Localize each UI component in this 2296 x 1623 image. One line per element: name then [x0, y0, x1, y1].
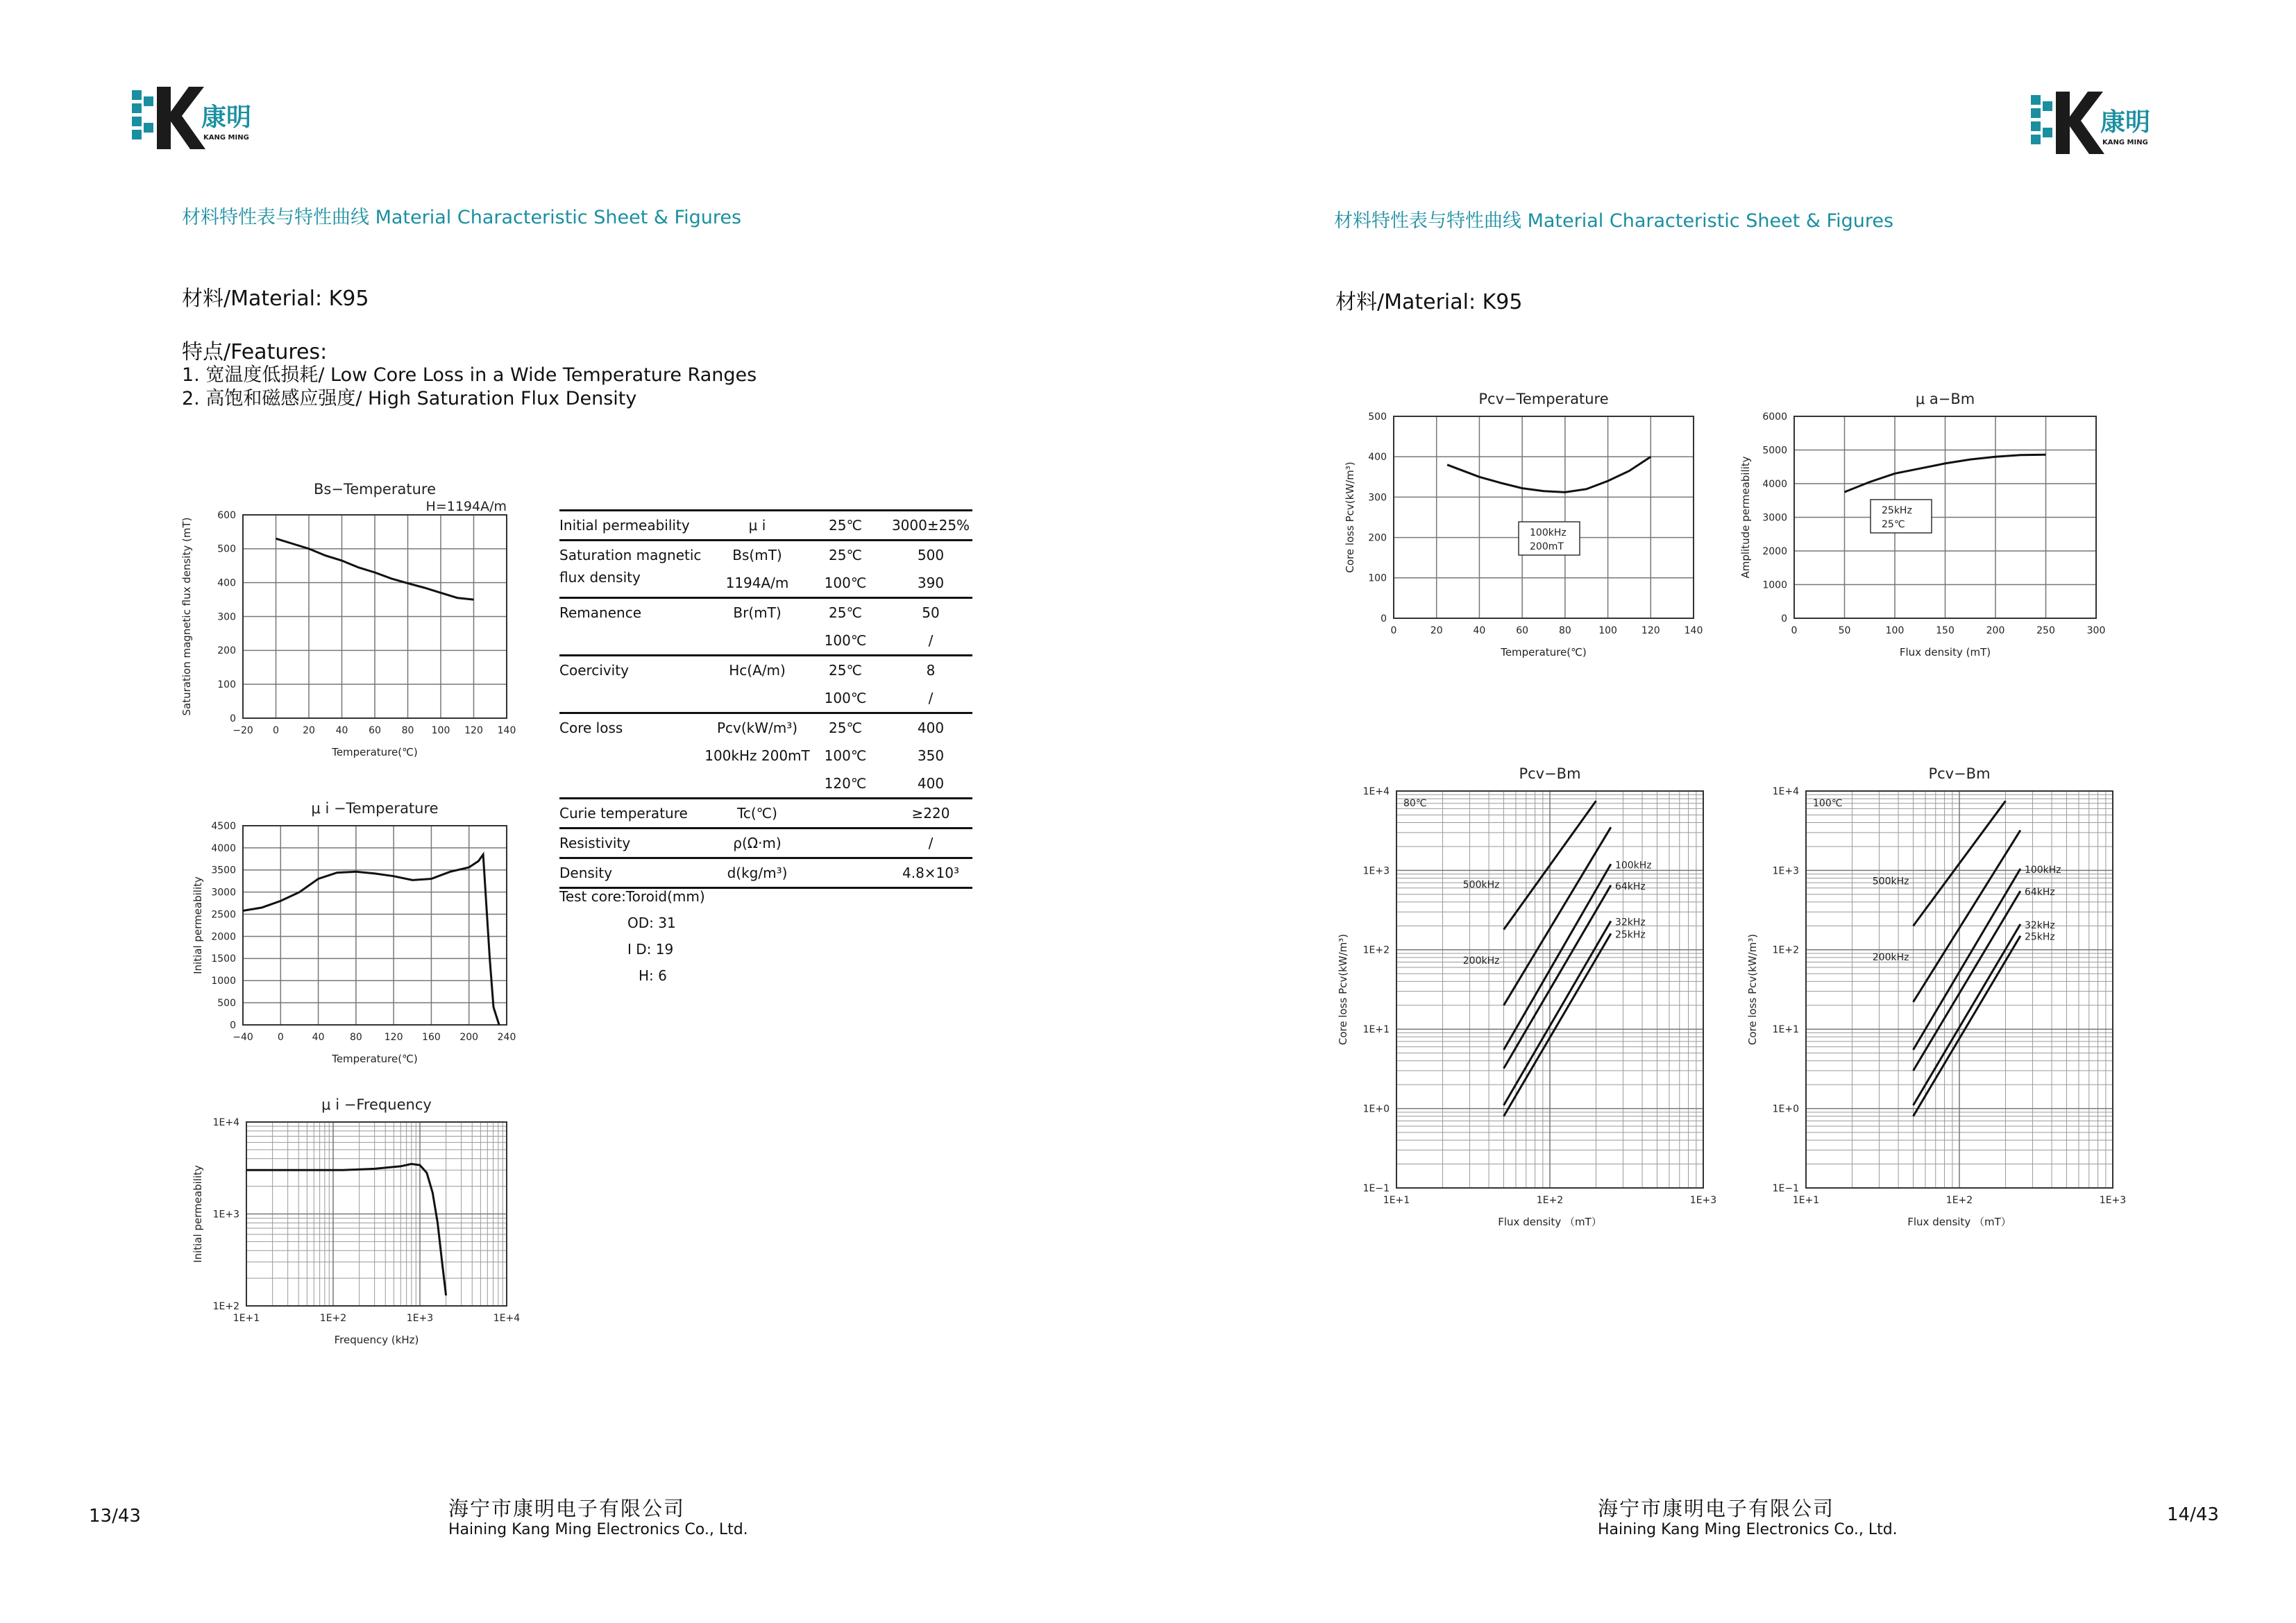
y-tick-label: 100	[1368, 572, 1387, 584]
x-tick-label: 1E+1	[1383, 1195, 1410, 1206]
chart-pcv-bm-80c	[1333, 748, 1728, 1248]
y-tick-label: 200	[1368, 532, 1387, 544]
test-core-id: I D: 19	[627, 941, 674, 958]
series-line	[243, 855, 499, 1026]
table-cell-symbol: Bs(mT)	[732, 547, 782, 563]
table-cell-parameter: flux density	[559, 569, 641, 586]
feature-item: 1. 宽温度低损耗/ Low Core Loss in a Wide Temperature Ranges	[182, 364, 757, 386]
table-cell-value: ≥220	[911, 805, 950, 822]
table-cell-value: 50	[922, 604, 940, 621]
table-cell-condition: 100℃	[824, 632, 867, 649]
table-cell-parameter: Density	[559, 865, 613, 881]
table-cell-parameter: Curie temperature	[559, 805, 688, 822]
chart-title: μ i −Temperature	[311, 800, 439, 817]
y-tick-label: 400	[217, 577, 236, 589]
table-cell-value: 400	[917, 775, 945, 792]
table-cell-parameter: Saturation magnetic	[559, 547, 702, 563]
x-tick-label: 20	[1430, 625, 1443, 636]
series-line	[1914, 936, 2020, 1116]
chart-title: Bs−Temperature	[314, 481, 436, 498]
chart-title: Pcv−Bm	[1928, 765, 1991, 782]
series-label: 32kHz	[1614, 917, 1646, 928]
y-tick-label: 3000	[211, 887, 236, 899]
table-cell-condition: 100℃	[824, 747, 867, 764]
plot-frame	[243, 826, 507, 1025]
y-tick-label: 1E−1	[1362, 1182, 1390, 1194]
x-tick-label: 100	[1885, 625, 1905, 636]
table-row	[559, 797, 972, 827]
plot-area	[1773, 786, 2127, 1206]
table-cell-parameter: Coercivity	[559, 662, 629, 679]
y-tick-label: 1E+2	[1772, 944, 1799, 956]
x-tick-label: 1E+1	[233, 1313, 260, 1324]
y-tick-label: 4000	[1762, 478, 1787, 490]
series-label: 500kHz	[1872, 876, 1909, 887]
x-tick-label: 200	[459, 1032, 479, 1043]
y-tick-label: 0	[230, 1019, 236, 1031]
x-tick-label: 1E+2	[1945, 1195, 1973, 1206]
table-cell-value: 500	[917, 547, 945, 563]
x-tick-label: 1E+2	[319, 1313, 347, 1324]
chart-mua-bm	[1728, 371, 2117, 670]
table-row	[559, 827, 972, 857]
x-axis-label: Temperature(℃)	[332, 1053, 418, 1065]
y-tick-label: 1E+2	[212, 1300, 239, 1312]
table-row	[559, 597, 972, 654]
table-cell-value: 3000±25%	[891, 517, 970, 534]
plot-area	[1363, 786, 1717, 1206]
x-axis-label: Frequency (kHz)	[334, 1334, 419, 1346]
table-cell-parameter: Remanence	[559, 604, 641, 621]
chart-mui-temperature	[174, 784, 527, 1082]
y-tick-label: 2000	[1762, 545, 1787, 557]
x-tick-label: 1E+1	[1792, 1195, 1820, 1206]
x-tick-label: 120	[464, 725, 483, 736]
x-tick-label: 40	[335, 725, 348, 736]
series-label: 100kHz	[2024, 864, 2061, 876]
x-tick-label: 200	[1986, 625, 2005, 636]
x-tick-label: 1E+3	[1689, 1195, 1717, 1206]
y-tick-label: 0	[1781, 613, 1787, 624]
features-heading: 特点/Features:	[182, 340, 328, 364]
series-line	[1914, 869, 2020, 1050]
chart-bs-temperature	[174, 472, 527, 763]
y-tick-label: 200	[217, 645, 236, 657]
series-label: 200kHz	[1872, 952, 1909, 964]
y-tick-label: 1E+4	[1772, 785, 1799, 797]
plot-area	[211, 821, 516, 1043]
left-page-number: 13/43	[89, 1506, 141, 1527]
table-cell-condition: 25℃	[829, 604, 862, 621]
series-label: 200kHz	[1462, 955, 1500, 967]
series-label: 500kHz	[1462, 879, 1500, 891]
table-row	[559, 509, 972, 539]
series-label: 64kHz	[2024, 887, 2055, 899]
y-tick-label: 100	[217, 679, 236, 691]
table-row	[559, 857, 972, 889]
x-tick-label: 140	[1684, 625, 1703, 636]
y-tick-label: 300	[217, 611, 236, 623]
y-tick-label: 3000	[1762, 512, 1787, 524]
x-tick-label: 100	[431, 725, 450, 736]
y-tick-label: 5000	[1762, 445, 1787, 457]
y-tick-label: 4000	[211, 842, 236, 854]
left-material-label: 材料/Material: K95	[182, 287, 369, 311]
x-tick-label: 100	[1598, 625, 1617, 636]
y-axis-label: Initial permeability	[192, 1165, 204, 1263]
series-line	[1447, 457, 1651, 492]
table-cell-condition: 120℃	[824, 775, 867, 792]
test-core-od: OD: 31	[627, 915, 676, 931]
chart-title: Pcv−Temperature	[1478, 391, 1609, 407]
chart-pcv-bm-100c	[1742, 748, 2138, 1248]
plot-area	[213, 1117, 521, 1324]
y-tick-label: 2500	[211, 909, 236, 921]
logo-cn-text: 康明	[201, 103, 252, 132]
x-tick-label: 120	[1641, 625, 1660, 636]
table-cell-value: /	[928, 690, 934, 706]
x-tick-label: 300	[2086, 625, 2106, 636]
table-cell-symbol: μ i	[748, 517, 766, 534]
x-axis-label: Flux density （mT）	[1498, 1216, 1602, 1228]
x-tick-label: 80	[1558, 625, 1571, 636]
y-tick-label: 600	[217, 509, 236, 521]
annotation-text: 200mT	[1530, 541, 1564, 552]
annotation-text: 25℃	[1882, 519, 1905, 530]
table-cell-symbol: Tc(℃)	[737, 805, 777, 822]
y-tick-label: 500	[1368, 411, 1387, 423]
table-cell-value: 8	[926, 662, 936, 679]
y-tick-label: 400	[1368, 452, 1387, 464]
logo-en-text: KANG MING	[203, 134, 249, 142]
x-tick-label: 40	[312, 1032, 325, 1043]
y-axis-label: Saturation magnetic flux density (mT)	[180, 517, 193, 716]
x-tick-label: 40	[1473, 625, 1486, 636]
series-line	[1504, 864, 1611, 1050]
y-tick-label: 6000	[1762, 411, 1787, 423]
x-tick-label: 80	[401, 725, 414, 736]
y-axis-label: Initial permeability	[192, 876, 204, 974]
series-line	[1504, 921, 1611, 1105]
series-label: 25kHz	[2024, 931, 2055, 943]
logo-en-text: KANG MING	[2102, 139, 2148, 146]
chart-mui-frequency	[174, 1093, 527, 1357]
y-tick-label: 1E+3	[1772, 865, 1799, 877]
table-cell-value: 350	[917, 747, 945, 764]
right-footer-company-en: Haining Kang Ming Electronics Co., Ltd.	[1598, 1521, 1898, 1538]
x-tick-label: −40	[233, 1032, 253, 1043]
table-cell-condition: 25℃	[829, 547, 862, 563]
x-tick-label: 120	[384, 1032, 403, 1043]
table-cell-symbol: 100kHz 200mT	[704, 747, 810, 764]
table-cell-condition: 25℃	[829, 720, 862, 736]
table-cell-symbol: 1194A/m	[725, 575, 789, 591]
right-footer-company-cn: 海宁市康明电子有限公司	[1598, 1497, 1835, 1520]
plot-frame	[1394, 416, 1694, 618]
plot-area	[217, 510, 516, 736]
y-tick-label: 500	[217, 998, 236, 1010]
x-tick-label: 1E+4	[493, 1313, 521, 1324]
y-axis-label: Core loss Pcv(kW/m³)	[1337, 933, 1349, 1046]
y-tick-label: 3500	[211, 865, 236, 876]
x-tick-label: 80	[349, 1032, 362, 1043]
y-tick-label: 1500	[211, 953, 236, 965]
feature-item: 2. 高饱和磁感应强度/ High Saturation Flux Density	[182, 388, 637, 409]
y-tick-label: 1E+0	[1772, 1103, 1799, 1115]
series-line	[1504, 933, 1611, 1116]
table-cell-value: 400	[917, 720, 945, 736]
table-row	[559, 712, 972, 797]
y-tick-label: 4500	[211, 820, 236, 832]
table-cell-parameter: Initial permeability	[559, 517, 690, 534]
company-logo-right	[2031, 92, 2170, 154]
y-axis-label: Core loss Pcv(kW/m³)	[1344, 461, 1356, 573]
table-cell-symbol: ρ(Ω·m)	[733, 835, 782, 851]
chart-corner-label: 100℃	[1813, 798, 1843, 809]
y-tick-label: 1E+3	[212, 1209, 239, 1221]
table-cell-condition: 100℃	[824, 690, 867, 706]
left-footer-company-cn: 海宁市康明电子有限公司	[448, 1497, 686, 1520]
annotation-text: 100kHz	[1530, 527, 1567, 538]
test-core-label: Test core:Toroid(mm)	[559, 888, 705, 905]
x-tick-label: 150	[1936, 625, 1955, 636]
chart-corner-label: 80℃	[1403, 798, 1427, 809]
x-tick-label: 240	[497, 1032, 516, 1043]
y-tick-label: 0	[230, 713, 236, 724]
table-cell-symbol: Br(mT)	[733, 604, 782, 621]
x-tick-label: −20	[233, 725, 253, 736]
chart-subtitle: H=1194A/m	[425, 499, 507, 514]
x-tick-label: 60	[369, 725, 381, 736]
x-tick-label: 0	[277, 1032, 284, 1043]
y-tick-label: 1E+1	[1362, 1024, 1390, 1036]
right-section-title: 材料特性表与特性曲线 Material Characteristic Sheet & Figures	[1334, 210, 1894, 232]
table-cell-parameter: Core loss	[559, 720, 623, 736]
x-tick-label: 140	[497, 725, 516, 736]
x-axis-label: Flux density (mT)	[1899, 646, 1991, 658]
chart-title: μ i −Frequency	[321, 1096, 432, 1113]
table-cell-symbol: Pcv(kW/m³)	[716, 720, 798, 736]
table-cell-condition: 25℃	[829, 662, 862, 679]
y-tick-label: 1E+0	[1362, 1103, 1390, 1115]
table-cell-value: /	[928, 835, 934, 851]
series-label: 32kHz	[2024, 919, 2055, 931]
y-tick-label: 1E+3	[1362, 865, 1390, 877]
x-tick-label: 1E+3	[2099, 1195, 2127, 1206]
logo-mark	[132, 87, 271, 153]
annotation-text: 25kHz	[1882, 505, 1912, 516]
series-label: 25kHz	[1614, 929, 1646, 941]
logo-mark	[2031, 92, 2170, 158]
y-tick-label: 1E+1	[1772, 1024, 1799, 1036]
table-cell-value: 390	[917, 575, 945, 591]
table-cell-parameter: Resistivity	[559, 835, 631, 851]
x-tick-label: 1E+2	[1536, 1195, 1564, 1206]
table-row	[559, 539, 972, 597]
right-material-label: 材料/Material: K95	[1335, 290, 1523, 314]
series-line	[1914, 924, 2020, 1105]
x-tick-label: 60	[1516, 625, 1529, 636]
y-tick-label: 1E+2	[1362, 944, 1390, 956]
x-tick-label: 160	[422, 1032, 441, 1043]
y-tick-label: 1000	[1762, 579, 1787, 591]
table-row	[559, 654, 972, 712]
x-tick-label: 250	[2036, 625, 2055, 636]
series-label: 64kHz	[1614, 881, 1646, 892]
company-logo	[132, 87, 271, 149]
table-cell-symbol: d(kg/m³)	[727, 865, 788, 881]
x-tick-label: 50	[1838, 625, 1851, 636]
left-section-title: 材料特性表与特性曲线 Material Characteristic Sheet & Figures	[182, 207, 742, 228]
y-tick-label: 1E−1	[1772, 1182, 1799, 1194]
y-tick-label: 1000	[211, 976, 236, 987]
y-axis-label: Amplitude permeability	[1739, 456, 1752, 579]
x-axis-label: Flux density （mT）	[1907, 1216, 2011, 1228]
logo-cn-text: 康明	[2100, 108, 2151, 137]
x-axis-label: Temperature(℃)	[332, 746, 418, 758]
x-tick-label: 0	[1390, 625, 1397, 636]
x-tick-label: 1E+3	[406, 1313, 434, 1324]
y-tick-label: 1E+4	[212, 1116, 239, 1128]
x-tick-label: 0	[1791, 625, 1798, 636]
right-page-number: 14/43	[2167, 1504, 2219, 1525]
chart-pcv-temperature	[1333, 371, 1707, 670]
y-tick-label: 1E+4	[1362, 785, 1390, 797]
y-tick-label: 2000	[211, 931, 236, 943]
series-label: 100kHz	[1614, 860, 1652, 872]
y-tick-label: 500	[217, 543, 236, 555]
table-cell-condition: 100℃	[824, 575, 867, 591]
table-cell-symbol: Hc(A/m)	[729, 662, 786, 679]
x-tick-label: 20	[303, 725, 315, 736]
y-axis-label: Core loss Pcv(kW/m³)	[1746, 933, 1759, 1046]
test-core-h: H: 6	[639, 967, 667, 984]
chart-title: μ a−Bm	[1915, 391, 1975, 407]
x-tick-label: 0	[273, 725, 279, 736]
left-footer-company-en: Haining Kang Ming Electronics Co., Ltd.	[448, 1521, 748, 1538]
material-property-table	[559, 509, 972, 889]
y-tick-label: 0	[1381, 613, 1387, 624]
plot-area	[1762, 411, 2105, 636]
table-cell-value: /	[928, 632, 934, 649]
x-axis-label: Temperature(℃)	[1501, 646, 1587, 658]
table-cell-value: 4.8×10³	[902, 865, 960, 881]
y-tick-label: 300	[1368, 492, 1387, 504]
chart-title: Pcv−Bm	[1519, 765, 1581, 782]
table-cell-condition: 25℃	[829, 517, 862, 534]
